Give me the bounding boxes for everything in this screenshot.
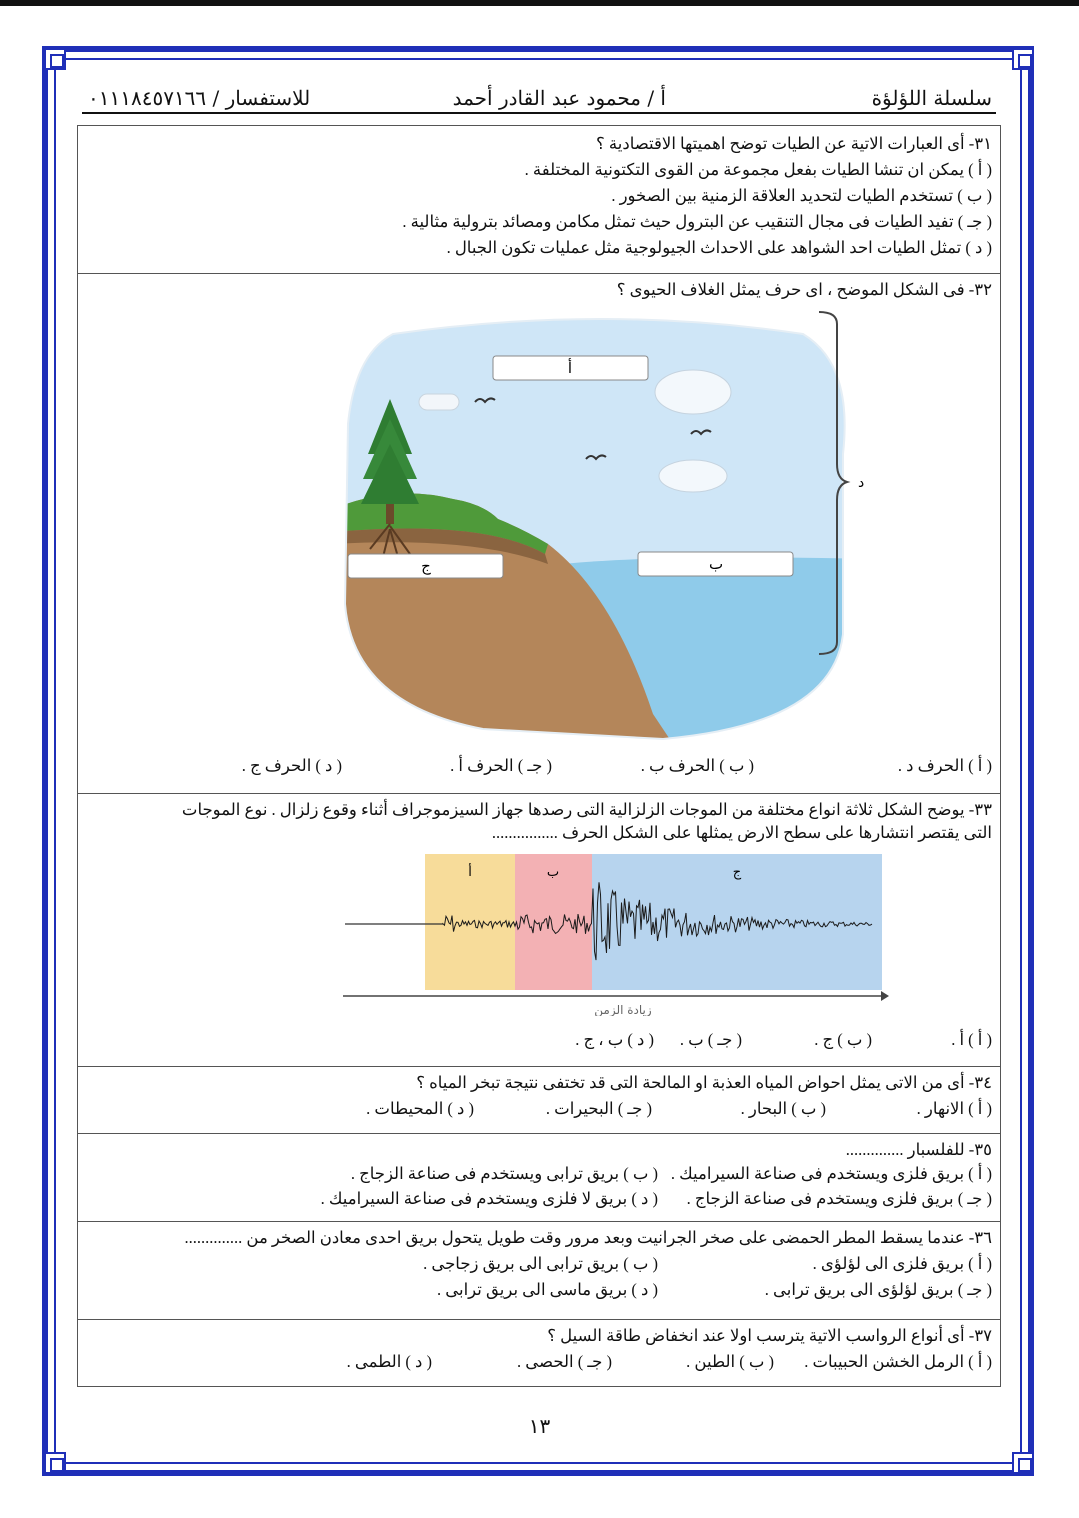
option-d[interactable]: ( د ) بريق ماسى الى بريق ترابى . (437, 1280, 658, 1299)
question-text: ٣٤- أى من الاتى يمثل احواض المياه العذبة او المالحة التى قد تختفى نتيجة تبخر المياه ؟ (416, 1073, 992, 1092)
option-b[interactable]: ( ب ) ج . (814, 1030, 872, 1049)
option-a[interactable]: ( أ ) الانهار . (916, 1099, 992, 1118)
option-b[interactable]: ( ب ) بريق ترابى ويستخدم فى صناعة الزجاج . (350, 1164, 658, 1183)
label-d: د (858, 475, 865, 491)
option-b[interactable]: ( ب ) البحار . (740, 1099, 826, 1118)
option-d[interactable]: ( د ) المحيطات . (366, 1099, 474, 1118)
option-a[interactable]: ( أ ) الحرف د . (897, 756, 992, 775)
option-c[interactable]: ( جـ ) بريق لؤلؤى الى بريق ترابى . (764, 1280, 992, 1299)
option-c[interactable]: ( جـ ) الحرف أ . (450, 756, 552, 775)
corner-ornament (44, 1452, 66, 1474)
seismogram-figure (333, 846, 893, 1016)
option-c[interactable]: ( جـ ) الحصى . (517, 1352, 612, 1371)
question-31 (78, 126, 1000, 274)
question-text: ٣٢- فى الشكل الموضح ، اى حرف يمثل الغلاف الحيوى ؟ (616, 280, 992, 299)
biosphere-diagram (333, 304, 873, 744)
option-a[interactable]: ( أ ) الرمل الخشن الحبيبات . (804, 1352, 992, 1371)
question-text: ٣٥- للفلسبار .............. (845, 1140, 992, 1159)
cloud-icon (659, 460, 727, 492)
corner-ornament (44, 48, 66, 70)
question-37 (78, 1320, 1000, 1386)
time-axis-label: زيادة الزمن (594, 1003, 652, 1016)
cloud-icon (419, 394, 459, 410)
question-35 (78, 1134, 1000, 1222)
option-c[interactable]: ( جـ ) تفيد الطيات فى مجال التنقيب عن البترول حيث تمثل مكامن ومصائد بترولية مثالية . (402, 212, 992, 231)
question-32 (78, 274, 1000, 794)
option-d[interactable]: ( د ) بريق لا فلزى ويستخدم فى صناعة السيراميك . (320, 1189, 658, 1208)
question-text-line2: التى يقتصر انتشارها على سطح الارض يمثلها على الشكل الحرف ................ (491, 823, 992, 842)
question-33 (78, 794, 1000, 1067)
option-a[interactable]: ( أ ) أ . (951, 1030, 992, 1049)
question-text: ٣٣- يوضح الشكل ثلاثة انواع مختلفة من الموجات الزلزالية التى رصدها جهاز السيزموجراف أثناء وقوع زلزال . نوع الموجات (181, 800, 992, 819)
option-b[interactable]: ( ب ) بريق ترابى الى بريق زجاجى . (423, 1254, 658, 1273)
question-text: ٣٦- عندما يسقط المطر الحمضى على صخر الجرانيت وبعد مرور وقت طويل يتحول بريق احدى معادن الصخر من .............. (184, 1228, 992, 1247)
author-name: أ / محمود عبد القادر أحمد (452, 86, 666, 110)
questions-table (77, 125, 1001, 1387)
corner-ornament (1012, 48, 1034, 70)
option-c[interactable]: ( جـ ) البحيرات . (545, 1099, 652, 1118)
label-c: ج (421, 557, 431, 575)
option-c[interactable]: ( جـ ) بريق فلزى ويستخدم فى صناعة الزجاج . (686, 1189, 992, 1208)
option-d[interactable]: ( د ) تمثل الطيات احد الشواهد على الاحداث الجيولوجية مثل عمليات تكون الجبال . (446, 238, 992, 257)
question-text: ٣٧- أى أنواع الرواسب الاتية يترسب اولا عند انخفاض طاقة السيل ؟ (547, 1326, 992, 1345)
option-d[interactable]: ( د ) الحرف ج . (241, 756, 342, 775)
label-a: أ (567, 359, 573, 377)
label-b: ب (708, 555, 724, 573)
option-d[interactable]: ( د ) ب ، ج . (575, 1030, 654, 1049)
corner-ornament (1012, 1452, 1034, 1474)
page-header (82, 84, 996, 114)
question-34 (78, 1067, 1000, 1134)
zone-a-label: أ (468, 865, 472, 880)
option-b[interactable]: ( ب ) الطين . (686, 1352, 774, 1371)
question-36 (78, 1222, 1000, 1320)
series-title: سلسلة اللؤلؤة (871, 86, 992, 110)
contact-phone: للاستفسار / ٠١١١٨٤٥٧١٦٦ (88, 86, 311, 110)
option-b[interactable]: ( ب ) تستخدم الطيات لتحديد العلاقة الزمنية بين الصخور . (611, 186, 992, 205)
option-c[interactable]: ( جـ ) ب . (679, 1030, 742, 1049)
top-edge-bar (0, 0, 1079, 6)
option-a[interactable]: ( أ ) بريق فلزى الى لؤلؤى . (812, 1254, 992, 1273)
question-text: ٣١- أى العبارات الاتية عن الطيات توضح اهميتها الاقتصادية ؟ (596, 134, 992, 153)
cloud-icon (655, 370, 731, 414)
zone-b-label: ب (546, 865, 560, 880)
page-number: ١٣ (528, 1414, 551, 1438)
option-d[interactable]: ( د ) الطمى . (346, 1352, 432, 1371)
option-b[interactable]: ( ب ) الحرف ب . (640, 756, 754, 775)
option-a[interactable]: ( أ ) بريق فلزى ويستخدم فى صناعة السيراميك . (670, 1164, 992, 1183)
zone-c-label: ج (732, 865, 742, 880)
option-a[interactable]: ( أ ) يمكن ان تنشا الطيات بفعل مجموعة من القوى التكتونية المختلفة . (524, 160, 992, 179)
